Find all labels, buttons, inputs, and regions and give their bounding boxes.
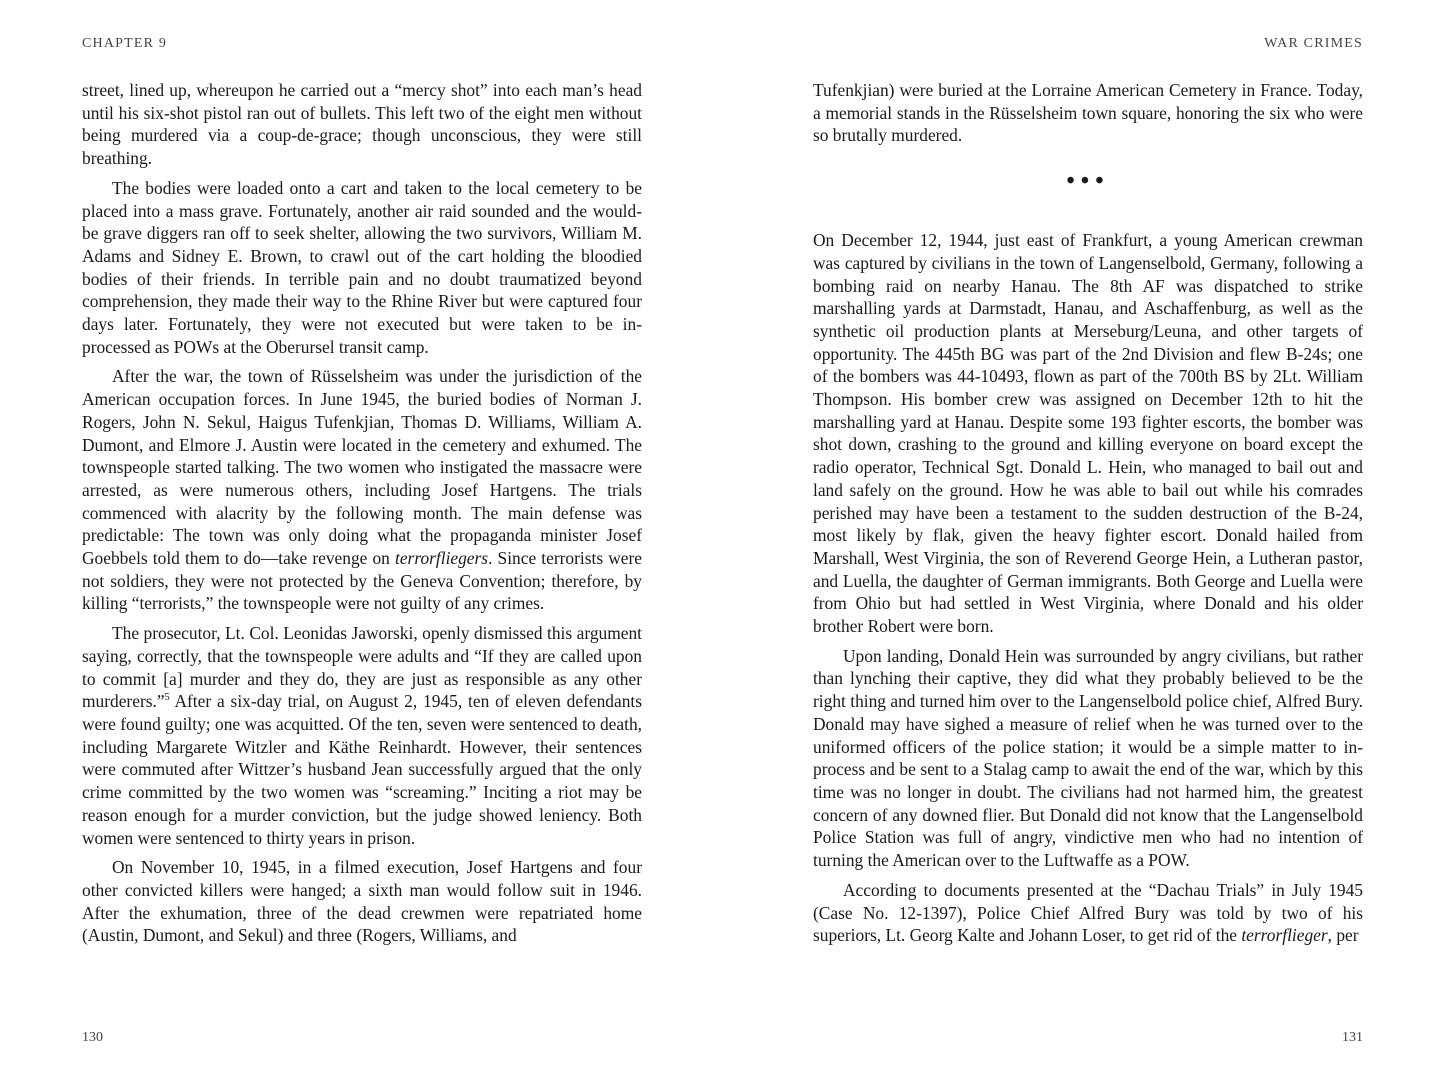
footnote-marker: 5 <box>164 692 170 704</box>
page-number-right: 131 <box>1342 1030 1363 1045</box>
paragraph-text: After the war, the town of Rüsselsheim was under the jurisdiction of the American occupation forces. In June 1945, the buried bodies of Norman J. Rogers, John N. Sekul, Haigus Tufenkjian, Thomas D. Williams, William A. Dumont, and Elmore J. Austin were located in the cemetery and exhumed. The townspeople started talking. The two women who instigated the massacre were arrested, as were numerous others, including Josef Hartgens. The trials commenced with alacrity by the following month. The main defense was predictable: The town was only doing what the propaganda minister Josef Goebbels told them to do—take revenge on <box>82 366 642 569</box>
paragraph-text: After a six-day trial, on August 2, 1945, ten of eleven defendants were found guilty; one was acquitted. Of the ten, seven were sentenced to death, including Margarete Witzler and Käthe Reinhardt. However, their sentences were commuted after Wittzer’s husband Jean successfully argued that the only crime committed by the two women was “screaming.” Inciting a riot may be reason enough for a murder conviction, but the judge showed leniency. Both women were sentenced to thirty years in prison. <box>82 691 642 848</box>
paragraph-text: , per <box>1327 925 1359 946</box>
running-head-left: CHAPTER 9 <box>82 36 168 51</box>
paragraph: The bodies were loaded onto a cart and taken to the local cemetery to be placed into a mass grave. Fortunately, another air raid sounded and the would-be grave diggers ran off to seek shelter, allowing the two survivors, William M. Adams and Sidney E. Brown, to crawl out of the cart holding the bloodied bodies of their friends. In terrible pain and no doubt traumatized beyond comprehension, they made their way to the Rhine River but were captured four days later. Fortunately, they were not executed but were taken to be in-processed as POWs at the Oberursel transit camp. <box>82 177 642 357</box>
paragraph-text: The prosecutor, Lt. Col. Leonidas Jaworski, openly dismissed this argument saying, correctly, that the townspeople were adults and “If they are called upon to commit [a] murder and they do, they are just as responsible as any other murderers.” <box>82 623 642 712</box>
running-head-right: WAR CRIMES <box>1264 36 1363 51</box>
paragraph: Tufenkjian) were buried at the Lorraine American Cemetery in France. Today, a memorial stands in the Rüsselsheim town square, honoring the six who were so brutally murdered. <box>813 80 1363 146</box>
paragraph: street, lined up, whereupon he carried out a “mercy shot” into each man’s head until his six-shot pistol ran out of bullets. This left two of the eight men without being murdered via a coup-de-grace; though unconscious, they were still breathing. <box>82 80 642 169</box>
paragraph-text: . Since terrorists were not soldiers, they were not protected by the Geneva Convention; therefore, by killing “terrorists,” the townspeople were not guilty of any crimes. <box>82 548 642 614</box>
paragraph-text: According to documents presented at the “Dachau Trials” in July 1945 (Case No. 12-1397), Police Chief Alfred Bury was told by two of his superiors, Lt. Georg Kalte and Johann Loser, to get rid of the <box>813 879 1363 946</box>
paragraph <box>82 622 642 849</box>
left-page <box>82 0 642 1084</box>
section-break: ••• <box>1066 168 1110 195</box>
right-page-body <box>813 79 1363 954</box>
paragraph: On November 10, 1945, in a filmed execution, Josef Hartgens and four other convicted killers were hanged; a sixth man would follow suit in 1946. After the exhumation, three of the dead crewmen were repatriated home (Austin, Dumont, and Sekul) and three (Rogers, Williams, and <box>82 857 642 946</box>
page-number-left: 130 <box>82 1030 103 1045</box>
paragraph <box>82 365 642 615</box>
italic-term: terrorflieger <box>1241 925 1328 946</box>
right-page <box>813 0 1363 1084</box>
paragraph <box>813 879 1363 947</box>
italic-term: terrorfliegers <box>395 548 489 569</box>
left-page-body <box>82 79 642 954</box>
paragraph: Upon landing, Donald Hein was surrounded by angry civilians, but rather than lynching their captive, they did what they probably believed to be the right thing and turned him over to the Langenselbold police chief, Alfred Bury. Donald may have sighed a measure of relief when he was turned over to the uniformed officers of the police station; it would be a simple matter to in-process and be sent to a Stalag camp to await the end of the war, which by this time was no longer in doubt. The civilians had not harmed him, the greatest concern of any downed flier. But Donald did not know that the Langenselbold Police Station was full of angry, vindictive men who had no intention of turning the American over to the Luftwaffe as a POW. <box>813 645 1363 871</box>
paragraph: On December 12, 1944, just east of Frankfurt, a young American crewman was captured by civilians in the town of Langenselbold, Germany, following a bombing raid on nearby Hanau. The 8th AF was dispatched to strike marshalling yards at Darmstadt, Hanau, and Aschaffenburg, as well as the synthetic oil production plants at Merseburg/Leuna, and other targets of opportunity. The 445th BG was part of the 2nd Division and flew B-24s; one of the bombers was 44-10493, flown as part of the 700th BS by 2Lt. William Thompson. His bomber crew was assigned on December 12th to hit the marshalling yard at Hanau. Despite some 193 fighter escorts, the bomber was shot down, crashing to the ground and killing everyone on board except the radio operator, Technical Sgt. Donald L. Hein, who managed to bail out and land safely on the ground. How he was able to bail out while his comrades perished may have been a testament to the sudden destruction of the B-24, most likely by flak, given the heavy fighter escort. Donald hailed from Marshall, West Virginia, the son of Reverend George Hein, a Lutheran pastor, and Luella, the daughter of German immigrants. Both George and Luella were from Ohio but had settled in West Virginia, where Donald and his older brother Robert were born. <box>813 230 1363 637</box>
